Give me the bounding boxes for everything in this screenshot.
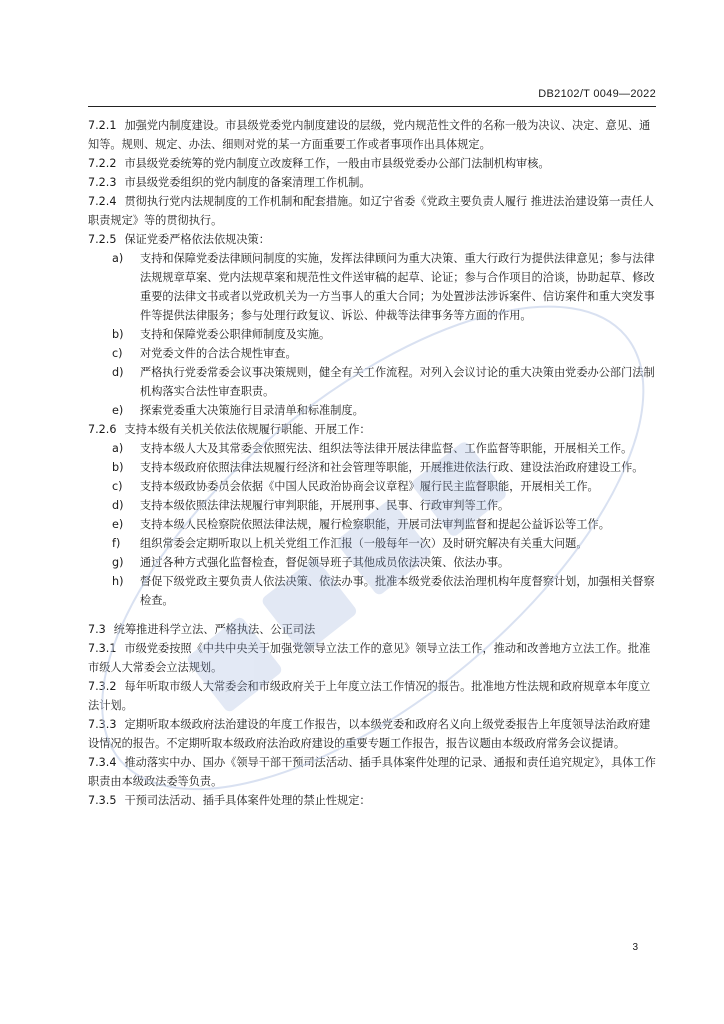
list-item <box>88 553 658 572</box>
clause <box>88 230 658 249</box>
list-item <box>88 401 658 420</box>
clause-text: 干预司法活动、插手具体案件处理的禁止性规定： <box>124 794 371 807</box>
list-item-text: 支持本级政府依照法律法规履行经济和社会管理等职能，开展推进依法行政、建设法治政府建设工作。 <box>140 461 644 474</box>
list-item-marker: d) <box>112 366 124 379</box>
list-item <box>88 344 658 363</box>
clause-text: 定期听取本级政府法治建设的年度工作报告，以本级党委和政府名义向上级党委报告上年度领导法治政府建设情况的报告。不定期听取本级政府法治政府建设的重要专题工作报告，报告议题由本级政府常务会议提请。 <box>88 718 651 750</box>
list-item-text: 督促下级党政主要负责人依法决策、依法办事。批准本级党委依法治理机构年度督察计划，加强相关督察检查。 <box>140 575 655 607</box>
clause-text: 市县级党委组织的党内制度的备案清理工作机制。 <box>124 176 371 189</box>
clause <box>88 154 658 173</box>
list-item-text: 严格执行党委常委会议事决策规则，健全有关工作流程。对列入会议讨论的重大决策由党委办公部门法制机构落实合法性审查职责。 <box>140 366 655 398</box>
list-item-marker: h) <box>112 575 124 588</box>
clause-text: 保证党委严格依法依规决策： <box>124 233 270 246</box>
clause <box>88 116 658 154</box>
document-body <box>88 116 658 810</box>
clause-text: 市县级党委统筹的党内制度立改废释工作，一般由市县级党委办公部门法制机构审核。 <box>124 157 550 170</box>
list-item <box>88 325 658 344</box>
clause-text: 统筹推进科学立法、严格执法、公正司法 <box>113 623 316 636</box>
clause-number: 7.3.2 <box>88 680 117 693</box>
clause <box>88 791 658 810</box>
list-item-marker: a) <box>112 442 124 455</box>
list-item-marker: e) <box>112 404 124 417</box>
clause-number: 7.2.3 <box>88 176 117 189</box>
clause <box>88 192 658 230</box>
list-item-marker: d) <box>112 499 124 512</box>
list-item-text: 组织常委会定期听取以上机关党组工作汇报（一般每年一次）及时研究解决有关重大问题。 <box>140 537 588 550</box>
list-item-text: 支持本级人民检察院依照法律法规，履行检察职能，开展司法审判监督和提起公益诉讼等工作。 <box>140 518 610 531</box>
clause-number: 7.3.1 <box>88 642 117 655</box>
clause <box>88 715 658 753</box>
list-item-text: 通过各种方式强化监督检查，督促领导班子其他成员依法决策、依法办事。 <box>140 556 510 569</box>
clause-text: 支持本级有关机关依法依规履行职能、开展工作： <box>124 423 371 436</box>
clause-text: 推动落实中办、国办《领导干部干预司法活动、插手具体案件处理的记录、通报和责任追究规定》，具体工作职责由本级政法委等负责。 <box>88 756 656 788</box>
clause-number: 7.3.5 <box>88 794 117 807</box>
clause <box>88 639 658 677</box>
clause-number: 7.2.6 <box>88 423 117 436</box>
list-item-text: 支持本级依照法律法规履行审判职能，开展刑事、民事、行政审判等工作。 <box>140 499 510 512</box>
list-item <box>88 439 658 458</box>
document-id: DB2102/T 0049—2022 <box>538 88 656 100</box>
list-item <box>88 363 658 401</box>
section-heading <box>88 620 658 639</box>
clause-text: 贯彻执行党内法规制度的工作机制和配套措施。如辽宁省委《党政主要负责人履行 推进法治建设第一责任人职责规定》等的贯彻执行。 <box>88 195 654 227</box>
clause-text: 加强党内制度建设。市县级党委党内制度建设的层级，党内规范性文件的名称一般为决议、决定、意见、通知等。规则、规定、办法、细则对党的某一方面重要工作或者事项作出具体规定。 <box>88 119 651 151</box>
list-item-marker: b) <box>112 328 124 341</box>
clause <box>88 677 658 715</box>
clause-text: 市级党委按照《中共中央关于加强党领导立法工作的意见》领导立法工作，推动和改善地方立法工作。批准市级人大常委会立法规划。 <box>88 642 651 674</box>
clause-number: 7.3.3 <box>88 718 117 731</box>
clause-number: 7.2.5 <box>88 233 117 246</box>
list-item-marker: a) <box>112 252 124 265</box>
list-item-marker: g) <box>112 556 124 569</box>
clause-number: 7.2.2 <box>88 157 117 170</box>
list-item <box>88 572 658 610</box>
list-item-marker: c) <box>112 480 123 493</box>
list-item <box>88 249 658 325</box>
list-item-marker: f) <box>112 537 121 550</box>
clause-number: 7.3.4 <box>88 756 117 769</box>
list-item-text: 对党委文件的合法合规性审查。 <box>140 347 297 360</box>
list-item-text: 支持本级政协委员会依据《中国人民政治协商会议章程》履行民主监督职能，开展相关工作。 <box>140 480 599 493</box>
clause <box>88 420 658 439</box>
list-item-text: 支持和保障党委公职律师制度及实施。 <box>140 328 331 341</box>
list-item <box>88 496 658 515</box>
clause-text: 每年听取市级人大常委会和市级政府关于上年度立法工作情况的报告。批准地方性法规和政府规章本年度立法计划。 <box>88 680 651 712</box>
list-item-marker: c) <box>112 347 123 360</box>
header-rule <box>88 106 656 107</box>
clause <box>88 753 658 791</box>
list-item-text: 探索党委重大决策施行目录清单和标准制度。 <box>140 404 364 417</box>
list-item-text: 支持本级人大及其常委会依照宪法、组织法等法律开展法律监督、工作监督等职能，开展相关工作。 <box>140 442 633 455</box>
list-item-text: 支持和保障党委法律顾问制度的实施，发挥法律顾问为重大决策、重大行政行为提供法律意见；参与法律法规规章草案、党内法规草案和规范性文件送审稿的起草、论证；参与合作项目的洽谈，协助起草、修改重要的法律文书或者以党政机关为一方当事人的重大合同；为处置涉法涉诉案件、信访案件和重大突发事件等提供法律服务；参与处理行政复议、诉讼、仲裁等法律事务等方面的作用。 <box>140 252 655 322</box>
list-item <box>88 534 658 553</box>
clause-number: 7.3 <box>88 623 106 636</box>
clause-number: 7.2.1 <box>88 119 117 132</box>
clause-number: 7.2.4 <box>88 195 117 208</box>
list-item-marker: e) <box>112 518 124 531</box>
list-item <box>88 458 658 477</box>
clause <box>88 173 658 192</box>
list-item <box>88 515 658 534</box>
list-item-marker: b) <box>112 461 124 474</box>
page-number: 3 <box>632 942 638 953</box>
list-item <box>88 477 658 496</box>
